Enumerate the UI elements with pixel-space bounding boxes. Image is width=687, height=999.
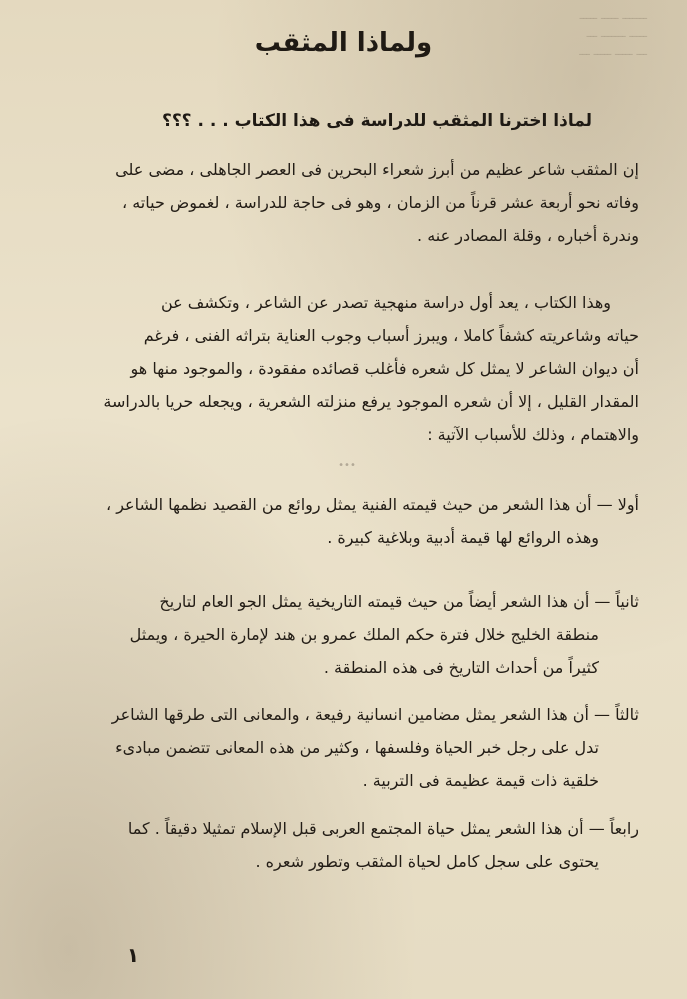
paragraph-line: أن ديوان الشاعر لا يمثل كل شعره فأغلب قصائده مفقودة ، والموجود منها هو	[130, 359, 639, 378]
bleed-through-text: ـــــــ ـــــ ـــــ ـــــ ـــــــ ـــ ـــ ـــــ ـــــ ـــ	[579, 8, 647, 58]
reason-line: ثالثاً — أن هذا الشعر يمثل مضامين انسانية رفيعة ، والمعانى التى طرقها الشاعر	[111, 705, 639, 724]
reason-line: كثيراً من أحداث التاريخ فى هذه المنطقة .	[323, 658, 599, 677]
intro-paragraph	[40, 153, 639, 252]
reason-third	[40, 698, 639, 797]
reason-line: ثانياً — أن هذا الشعر أيضاً من حيث قيمته التاريخية يمثل الجو العام لتاريخ	[159, 592, 639, 611]
reason-line: رابعاً — أن هذا الشعر يمثل حياة المجتمع العربى قبل الإسلام تمثيلا دقيقاً . كما	[127, 819, 639, 838]
paragraph-line: وندرة أخباره ، وقلة المصادر عنه .	[417, 226, 639, 245]
paragraph-line: المقدار القليل ، إلا أن شعره الموجود يرفع منزلته الشعرية ، ويجعله حريا بالدراسة	[103, 392, 639, 411]
reason-line: منطقة الخليج خلال فترة حكم الملك عمرو بن هند لإمارة الحيرة ، ويمثل	[129, 625, 599, 644]
reason-line: يحتوى على سجل كامل لحياة المثقب وتطور شعره .	[255, 852, 599, 871]
reason-line: أولا — أن هذا الشعر من حيث قيمته الفنية يمثل روائع من القصيد نظمها الشاعر ،	[105, 495, 639, 514]
reason-first	[40, 488, 639, 554]
paragraph-line: والاهتمام ، وذلك للأسباب الآتية :	[427, 425, 639, 444]
paragraph-line: وهذا الكتاب ، يعد أول دراسة منهجية تصدر عن الشاعر ، وتكشف عن	[160, 293, 611, 312]
reason-line: خلقية ذات قيمة عظيمة فى التربية .	[362, 771, 599, 790]
paragraph-line: إن المثقب شاعر عظيم من أبرز شعراء البحرين فى العصر الجاهلى ، مضى على	[115, 160, 639, 179]
ornament-dots: •••	[338, 460, 356, 471]
reason-line: تدل على رجل خبر الحياة وفلسفها ، وكثير من هذه المعانى تتضمن مبادىء	[115, 738, 599, 757]
section-question: لماذا اخترنا المثقب للدراسة فى هذا الكتاب . . . ؟؟؟	[161, 111, 592, 131]
reason-second	[40, 585, 639, 684]
paragraph-line: وفاته نحو أربعة عشر قرناً من الزمان ، وهو فى حاجة للدراسة ، لغموض حياته ،	[121, 193, 639, 212]
book-paragraph	[40, 286, 639, 451]
reason-fourth	[40, 812, 639, 878]
page-number: ١	[126, 943, 140, 967]
page-title: ولماذا المثقب	[254, 28, 433, 58]
reason-line: وهذه الروائع لها قيمة أدبية وبلاغية كبيرة .	[327, 528, 599, 547]
paragraph-line: حياته وشاعريته كشفاً كاملا ، ويبرز أسباب وجوب العناية بتراثه الفنى ، فرغم	[143, 326, 639, 345]
